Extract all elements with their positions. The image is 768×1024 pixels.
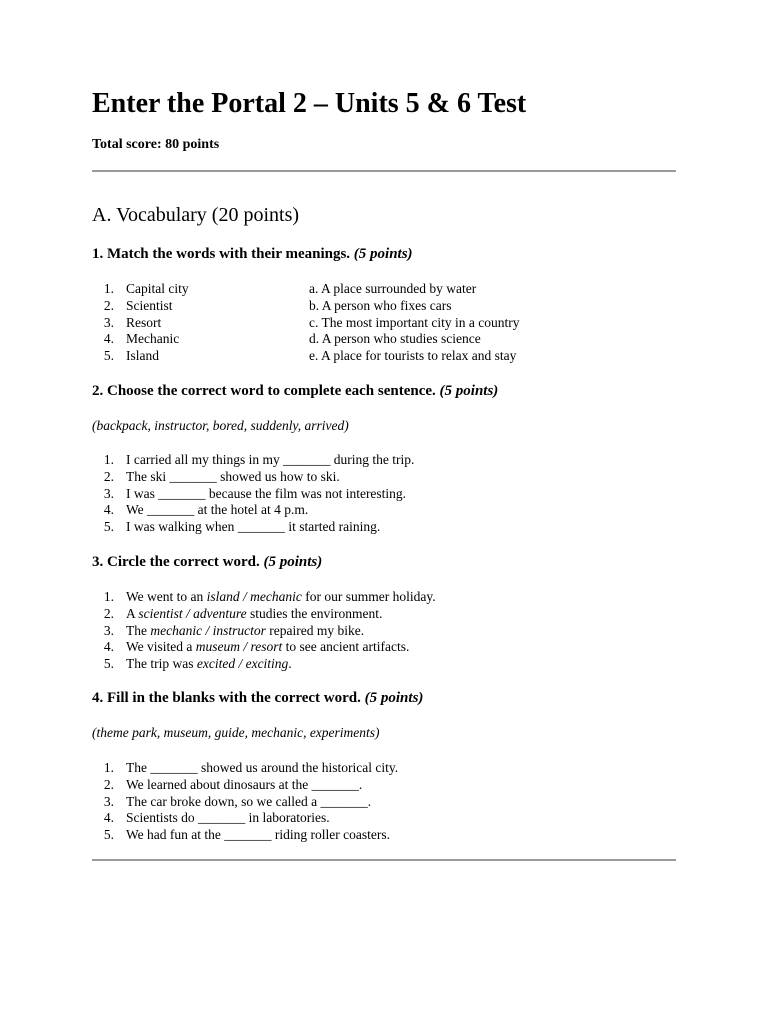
- list-item: [92, 810, 398, 827]
- sentence: The ski _______ showed us how to ski.: [126, 468, 340, 484]
- sentence-start: We went to an: [126, 589, 207, 604]
- list-item: [92, 794, 398, 811]
- item-number: 3.: [103, 485, 114, 501]
- list-item: [92, 519, 414, 536]
- match-word: Island: [126, 348, 159, 364]
- question-2-heading: [92, 381, 498, 401]
- match-meaning: a. A place surrounded by water: [309, 281, 477, 296]
- match-word: Capital city: [126, 281, 189, 296]
- list-item: [92, 639, 436, 656]
- list-item: [92, 656, 436, 673]
- list-item: [92, 331, 519, 348]
- question-4-list: [92, 760, 398, 844]
- question-3-label: 3. Circle the correct word.: [92, 554, 260, 570]
- question-1-label: 1. Match the words with their meanings.: [92, 246, 351, 262]
- list-item: [92, 623, 436, 640]
- item-number: 2.: [103, 776, 114, 792]
- match-word: Resort: [126, 314, 162, 330]
- item-number: 4.: [103, 810, 114, 826]
- divider-bottom: [92, 859, 676, 861]
- word-choice: museum / resort: [195, 639, 283, 655]
- list-item: [92, 469, 414, 486]
- page-title: Enter the Portal 2 – Units 5 & 6 Test: [92, 88, 527, 119]
- sentence: I was _______ because the film was not interesting.: [126, 485, 407, 501]
- sentence-start: A: [126, 605, 139, 621]
- sentence: We had fun at the _______ riding roller coasters.: [126, 827, 390, 843]
- divider-top: [92, 170, 676, 172]
- question-4-label: 4. Fill in the blanks with the correct word.: [92, 690, 361, 706]
- question-1-heading: [92, 244, 413, 264]
- sentence: The car broke down, so we called a _______.: [126, 793, 372, 809]
- list-item: [92, 760, 398, 777]
- item-number: 1.: [103, 760, 114, 775]
- list-item: [92, 589, 436, 606]
- item-number: 5.: [103, 656, 114, 672]
- sentence-end: studies the environment.: [246, 605, 383, 621]
- question-2-word-bank: (backpack, instructor, bored, suddenly, arrived): [92, 418, 349, 433]
- word-choice: excited / exciting: [196, 656, 289, 672]
- list-item: [92, 777, 398, 794]
- list-item: [92, 827, 398, 844]
- question-2-points: (5 points): [439, 383, 499, 399]
- word-choice: island / mechanic: [206, 589, 302, 604]
- match-meaning: d. A person who studies science: [309, 331, 481, 347]
- question-4-word-bank: (theme park, museum, guide, mechanic, experiments): [92, 725, 380, 740]
- item-number: 4.: [103, 502, 114, 518]
- list-item: [92, 452, 414, 469]
- item-number: 2.: [103, 468, 114, 484]
- question-3-list: [92, 589, 436, 673]
- item-number: 3.: [103, 314, 114, 330]
- list-item: [92, 348, 519, 365]
- item-number: 2.: [103, 605, 114, 621]
- section-a-heading: A. Vocabulary (20 points): [92, 204, 300, 226]
- list-item: [92, 502, 414, 519]
- sentence-end: to see ancient artifacts.: [282, 639, 410, 655]
- question-4-heading: [92, 688, 423, 708]
- item-number: 2.: [103, 297, 114, 313]
- sentence: The _______ showed us around the historical city.: [126, 760, 399, 775]
- item-number: 1.: [103, 281, 114, 296]
- sentence: I carried all my things in my _______ during the trip.: [126, 452, 415, 467]
- item-number: 1.: [103, 589, 114, 604]
- sentence: Scientists do _______ in laboratories.: [126, 810, 330, 826]
- sentence-end: for our summer holiday.: [301, 589, 436, 604]
- list-item: [92, 606, 436, 623]
- item-number: 3.: [103, 793, 114, 809]
- match-word: Mechanic: [126, 331, 180, 347]
- question-4-points: (5 points): [364, 690, 424, 706]
- list-item: [92, 486, 414, 503]
- list-item: [92, 298, 519, 315]
- item-number: 5.: [103, 827, 114, 843]
- sentence: We _______ at the hotel at 4 p.m.: [126, 502, 309, 518]
- sentence: I was walking when _______ it started raining.: [126, 519, 381, 535]
- sentence-start: The: [126, 622, 151, 638]
- total-score: Total score: 80 points: [92, 137, 220, 152]
- sentence-start: The trip was: [126, 656, 197, 672]
- match-meaning: b. A person who fixes cars: [309, 297, 452, 313]
- item-number: 4.: [103, 331, 114, 347]
- question-2-list: [92, 452, 414, 536]
- list-item: [92, 281, 519, 298]
- sentence-end: .: [288, 656, 292, 672]
- word-choice: mechanic / instructor: [150, 622, 266, 638]
- question-1-points: (5 points): [353, 246, 413, 262]
- item-number: 1.: [103, 452, 114, 467]
- question-2-label: 2. Choose the correct word to complete each sentence.: [92, 383, 436, 399]
- sentence: We learned about dinosaurs at the _______.: [126, 776, 363, 792]
- question-3-heading: [92, 552, 322, 572]
- match-word: Scientist: [126, 297, 173, 313]
- question-1-list: [92, 281, 519, 365]
- list-item: [92, 315, 519, 332]
- match-meaning: e. A place for tourists to relax and stay: [309, 348, 517, 364]
- item-number: 5.: [103, 348, 114, 364]
- sentence-end: repaired my bike.: [265, 622, 365, 638]
- match-meaning: c. The most important city in a country: [309, 314, 520, 330]
- question-3-points: (5 points): [263, 554, 323, 570]
- sentence-start: We visited a: [126, 639, 196, 655]
- item-number: 3.: [103, 622, 114, 638]
- word-choice: scientist / adventure: [138, 605, 247, 621]
- item-number: 5.: [103, 519, 114, 535]
- item-number: 4.: [103, 639, 114, 655]
